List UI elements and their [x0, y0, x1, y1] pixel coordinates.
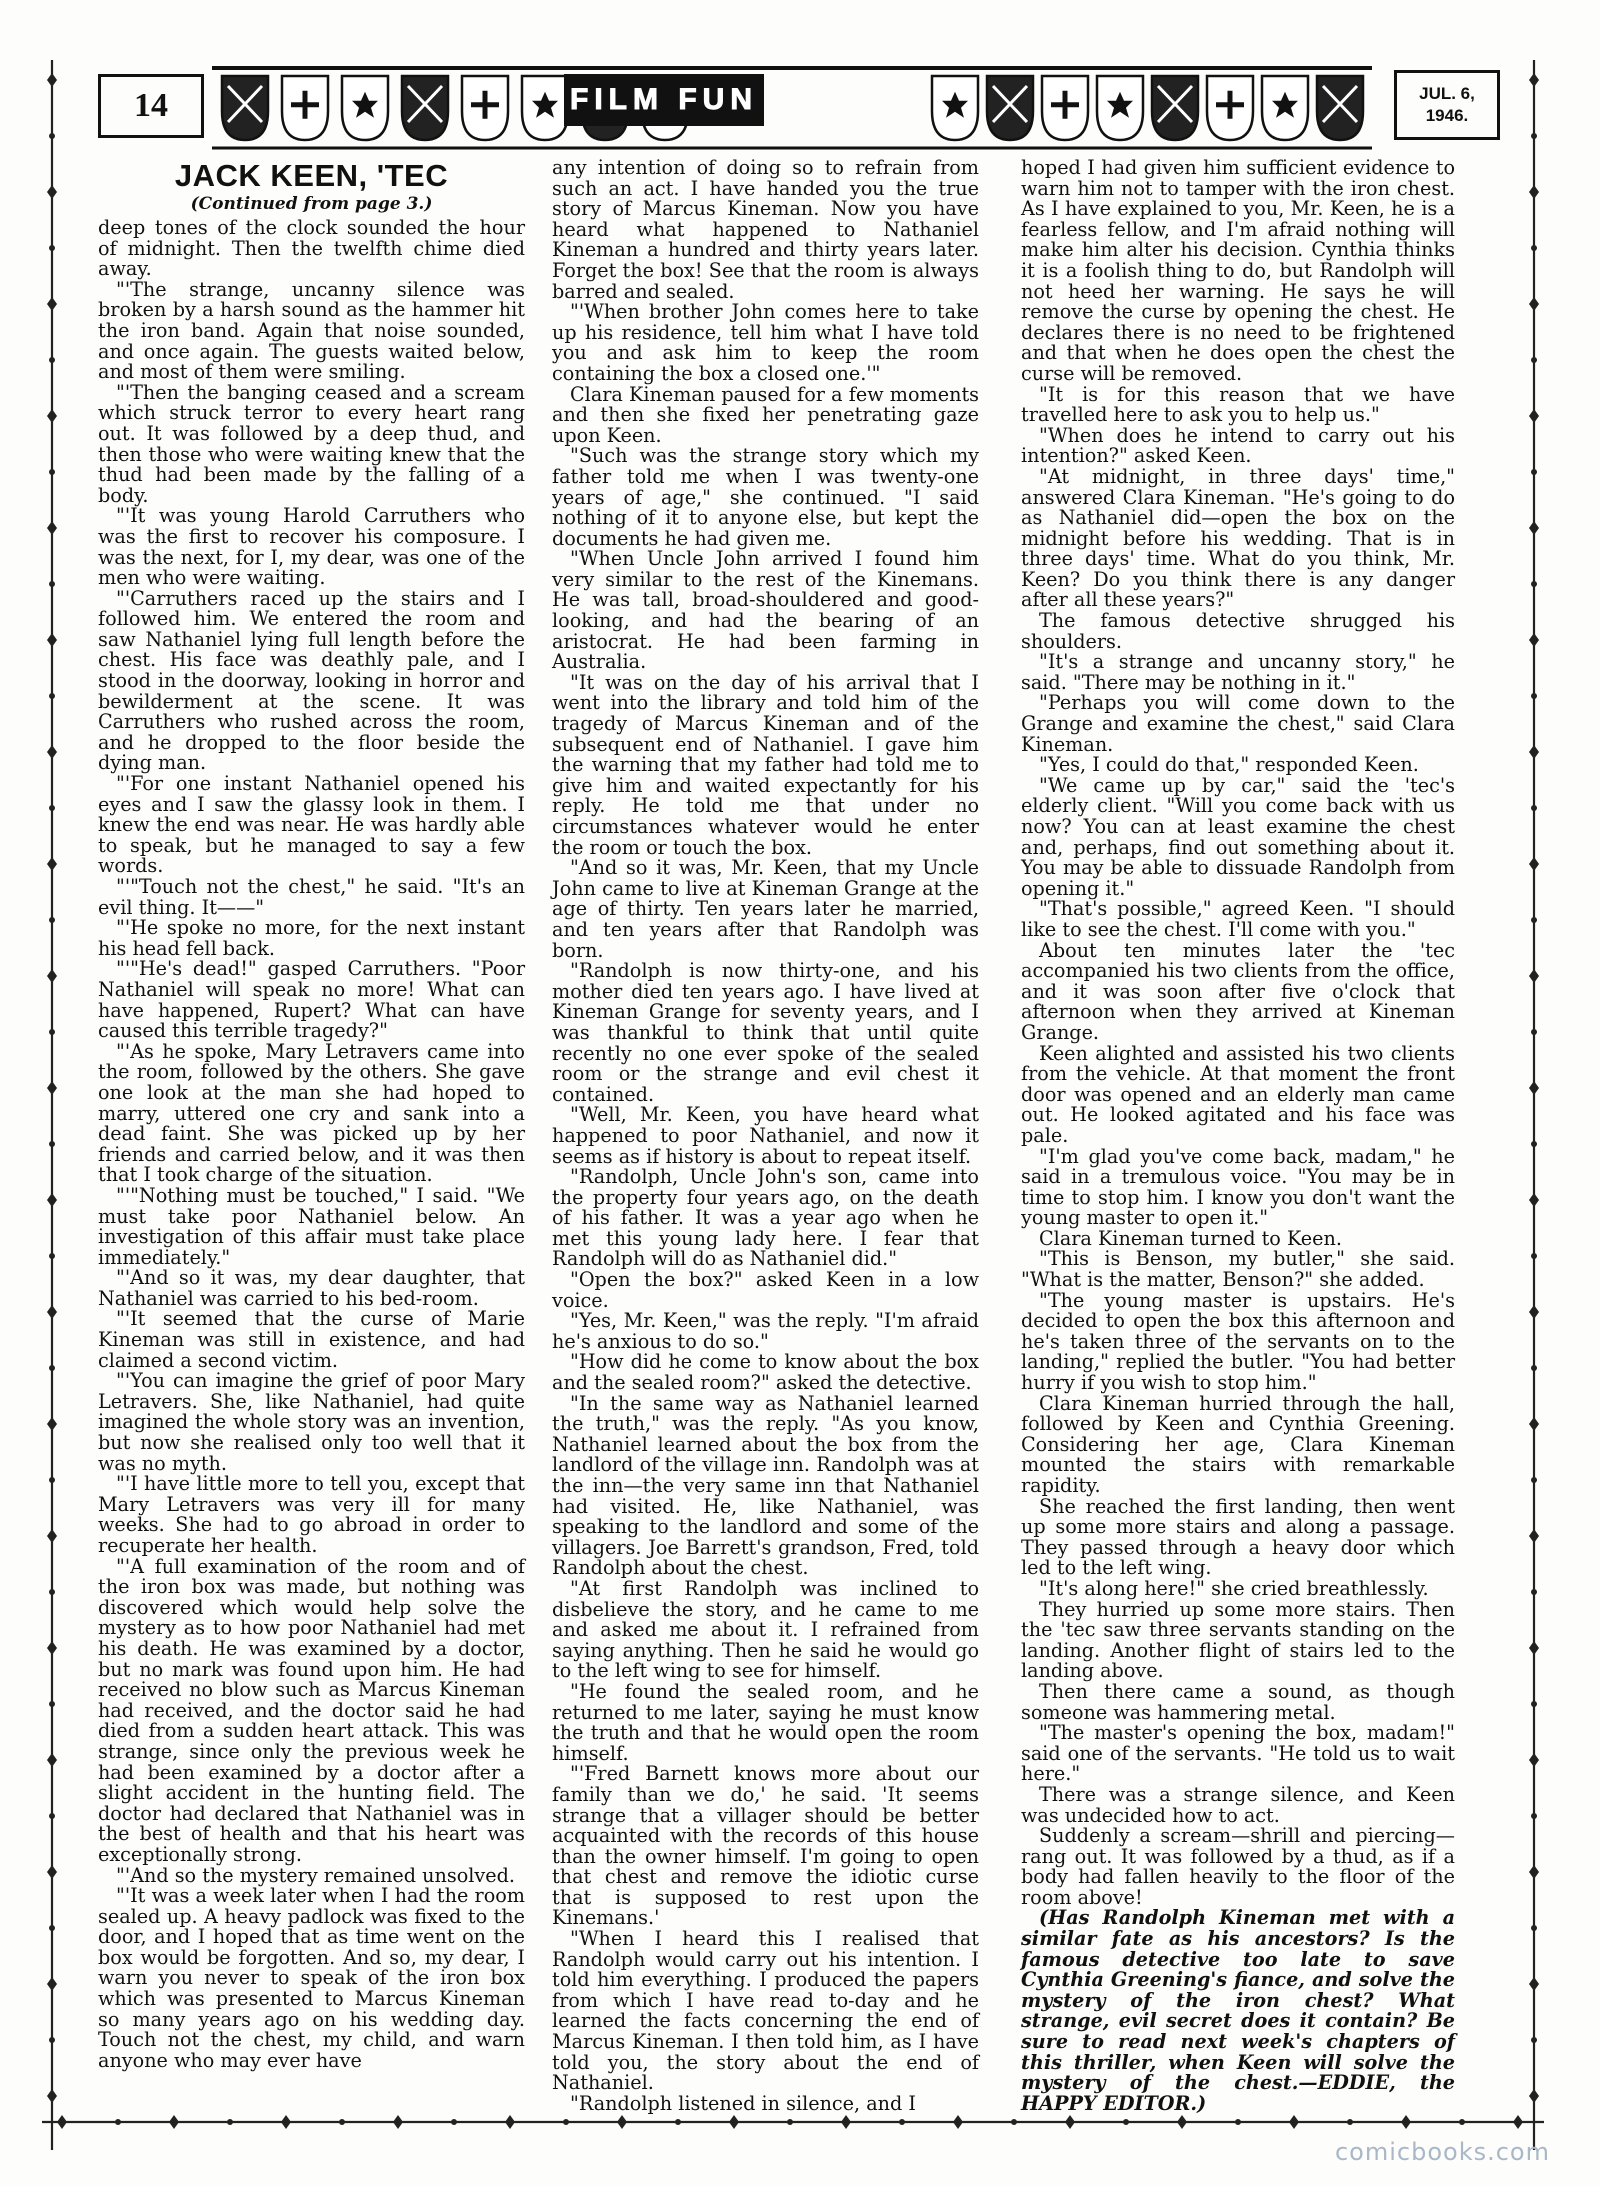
- bottom-border-ornament: [42, 2112, 1544, 2132]
- story-paragraph: Clara Kineman hurried through the hall, followed by Keen and Cynthia Greening. Considering her age, Clara Kineman mounted the stairs with remarkable rapidity.: [1021, 1391, 1455, 1497]
- story-paragraph: "It's along here!" she cried breathlessly.: [1039, 1576, 1429, 1600]
- story-paragraph: "'You can imagine the grief of poor Mary Letravers. She, like Nathaniel, had quite imagined the whole story was an invention, but now she realised only too well that it was no myth.: [98, 1369, 525, 1475]
- story-paragraph: "Randolph listened in silence, and I: [570, 2091, 916, 2115]
- story-paragraph: Clara Kineman turned to Keen.: [1039, 1226, 1342, 1250]
- story-paragraph: "When Uncle John arrived I found him very similar to the rest of the Kinemans. He was tall, broad-shouldered and good-looking, and had the bearing of an aristocrat. He had been farming in Australia.: [552, 547, 979, 674]
- story-paragraph: "'The strange, uncanny silence was broken by a harsh sound as the hammer hit the iron band. Again that noise sounded, and once again. The guests waited below, and most of them were smiling.: [98, 277, 525, 384]
- editor-note: (Has Randolph Kineman met with a similar fate as his ancestors? Is the famous detective too late to save Cynthia Greening's fiance, and solve the mystery of the iron chest? What strange, evil secret does it contain? Be sure to read next week's chapters of this thriller, when Keen will solve the mystery of the chest.—EDDIE, the HAPPY EDITOR.): [1021, 1906, 1455, 2115]
- story-paragraph: Clara Kineman paused for a few moments and then she fixed her penetrating gaze upon Keen.: [552, 382, 979, 447]
- issue-date: [1394, 70, 1500, 140]
- story-paragraph: hoped I had given him sufficient evidence to warn him not to tamper with the iron chest. As I have explained to you, Mr. Keen, he is a fearless fellow, and I'm afraid nothing will make him alter his decision. Cynthia thinks it is a foolish thing to do, but Randolph will not heed her warning. He says he will remove the curse by opening the chest. He declares there is no need to be frightened and that when he does open the chest the curse will be removed.: [1021, 156, 1455, 385]
- story-paragraph: "Well, Mr. Keen, you have heard what happened to poor Nathaniel, and now it seems as if history is about to repeat itself.: [552, 1103, 979, 1168]
- story-paragraph: Then there came a sound, as though someone was hammering metal.: [1021, 1679, 1455, 1724]
- story-paragraph: "'It was a week later when I had the room sealed up. A heavy padlock was fixed to the door, and I hoped that as time went on the box would be forgotten. And so, my dear, I warn you never to speak of the iron box which was presented to Marcus Kineman so many years ago on his wedding day. Touch not the chest, my child, and warn anyone who may ever have: [98, 1884, 525, 2072]
- column-3-body: [1021, 158, 1455, 1908]
- story-paragraph: "'It was young Harold Carruthers who was the first to recover his composure. I was the next, for I, my dear, was one of the men who were waiting.: [98, 504, 525, 590]
- continued-note: (Continued from page 3.): [190, 194, 433, 214]
- left-border-ornament: [42, 60, 62, 2150]
- story-title: JACK KEEN, 'TEC: [174, 158, 449, 193]
- watermark: comicbooks.com: [1334, 2138, 1550, 2166]
- story-paragraph: About ten minutes later the 'tec accompanied his two clients from the office, and it was soon after five o'clock that afternoon when they arrived at Kineman Grange.: [1021, 938, 1455, 1044]
- story-paragraph: "It is for this reason that we have travelled here to ask you to help us.": [1021, 382, 1455, 427]
- story-paragraph: "Such was the strange story which my father told me when I was twenty-one years of age," she continued. "I said nothing of it to anyone else, but kept the documents he had given me.: [552, 444, 979, 550]
- column-2: [552, 158, 979, 2114]
- story-paragraph: "At first Randolph was inclined to disbelieve the story, and he came to me and asked me about it. I refrained from saying anything. Then he said he would go to the left wing to see for himself.: [552, 1576, 979, 1683]
- story-paragraph: "'When brother John comes here to take up his residence, tell him what I have told you and ask him to keep the room containing the box a closed one.'": [552, 300, 979, 385]
- story-paragraph: "The young master is upstairs. He's decided to open the box this afternoon and he's taken three of the servants on to the landing," replied the butler. "You had better hurry if you wish to stop him.": [1021, 1288, 1455, 1395]
- story-paragraph: "'Fred Barnett knows more about our family than we do,' he said. 'It seems strange that a villager should be better acquainted with the records of this house than the owner himself. I'm going to open that chest and remove the idiotic curse that is supposed to rest upon the Kinemans.': [552, 1762, 979, 1930]
- story-paragraph: Keen alighted and assisted his two clients from the vehicle. At that moment the front door was opened and an elderly man came out. He looked agitated and his face was pale.: [1021, 1041, 1455, 1147]
- story-paragraph: "'Then the banging ceased and a scream which struck terror to every heart rang out. It was followed by a deep thud, and then those who were waiting knew that the thud had been made by the falling of a body.: [98, 380, 525, 507]
- story-paragraph: "It's a strange and uncanny story," he said. "There may be nothing in it.": [1021, 650, 1455, 694]
- story-paragraph: "It was on the day of his arrival that I went into the library and told him of the tragedy of Marcus Kineman and of the subsequent end of Nathaniel. I gave him the warning that my father had told me to give him and waited expectantly for his reply. He told me that under no circumstances whatever would he enter the room or touch the box.: [552, 670, 979, 859]
- story-paragraph: "Randolph, Uncle John's son, came into the property four years ago, on the death of his father. It was a year ago when he met this young lady here. I fear that Randolph will do as Nathaniel did.": [552, 1165, 979, 1271]
- story-paragraph: Suddenly a scream—shrill and piercing—rang out. It was followed by a thud, as if a body had fallen heavily to the floor of the room above!: [1021, 1824, 1455, 1909]
- story-paragraph: "How did he come to know about the box and the sealed room?" asked the detective.: [552, 1350, 979, 1395]
- story-paragraph: "I'm glad you've come back, madam," he said in a tremulous voice. "You may be in time to stop him. I know you don't want the young master to open it.": [1021, 1144, 1455, 1230]
- story-paragraph: "'For one instant Nathaniel opened his eyes and I saw the glassy look in them. I knew the end was near. He was hardly able to speak, but he managed to say a few words.: [98, 772, 525, 878]
- story-paragraph: "When I heard this I realised that Randolph would carry out his intention. I told him everything. I produced the papers from which I have read to-day and he learned the facts concerning the end of Marcus Kineman. I then told him, as I have told you, the story about the end of Nathaniel.: [552, 1927, 979, 2095]
- masthead: [62, 62, 1512, 154]
- story-paragraph: "'And so the mystery remained unsolved.: [116, 1863, 515, 1887]
- story-paragraph: "Yes, I could do that," responded Keen.: [1039, 753, 1419, 777]
- story-paragraph: "'"Nothing must be touched," I said. "We must take poor Nathaniel below. An investigation of this affair must take place immediately.": [98, 1183, 525, 1269]
- right-border-ornament: [1524, 60, 1544, 2150]
- story-paragraph: "This is Benson, my butler," she said. "What is the matter, Benson?" she added.: [1021, 1247, 1455, 1292]
- story-paragraph: She reached the first landing, then went up some more stairs and along a passage. They passed through a heavy door which led to the left wing.: [1021, 1494, 1455, 1580]
- story-paragraph: any intention of doing so to refrain from such an act. I have handed you the true story of Marcus Kineman. Now you have heard what happened to Nathaniel Kineman a hundred and thirty years later. Forget the box! See that the room is always barred and sealed.: [552, 156, 979, 303]
- story-paragraph: "At midnight, in three days' time," answered Clara Kineman. "He's going to do as Nathaniel did—open the box on the midnight before his wedding. That is in three days' time. What do you think, Mr. Keen? Do you think there is any danger after all these years?": [1021, 464, 1455, 612]
- date-line-2: 1946.: [1425, 106, 1469, 125]
- story-paragraph: "When does he intend to carry out his intention?" asked Keen.: [1021, 423, 1455, 468]
- date-line-1: JUL. 6,: [1419, 84, 1475, 103]
- story-paragraph: "He found the sealed room, and he returned to me later, saying he must know the truth and that he would open the room himself.: [552, 1679, 979, 1765]
- column-3: [1021, 158, 1455, 2114]
- film-fun-logo: [564, 74, 764, 126]
- story-paragraph: "Perhaps you will come down to the Grange and examine the chest," said Clara Kineman.: [1021, 691, 1455, 756]
- story-paragraph: "Yes, Mr. Keen," was the reply. "I'm afraid he's anxious to do so.": [552, 1309, 979, 1353]
- story-paragraph: "We came up by car," said the 'tec's elderly client. "Will you come back with us now? You can at least examine the chest and, perhaps, find out something about it. You may be able to dissuade Randolph from opening it.": [1021, 773, 1455, 900]
- story-paragraph: "That's possible," agreed Keen. "I should like to see the chest. I'll come with you.": [1021, 897, 1455, 941]
- story-paragraph: The famous detective shrugged his shoulders.: [1021, 609, 1455, 653]
- story-paragraph: "'I have little more to tell you, except that Mary Letravers was very ill for many weeks. She had to go abroad in order to recuperate her health.: [98, 1472, 525, 1557]
- column-2-body: [552, 158, 979, 2114]
- page-number: 14: [98, 74, 204, 138]
- story-paragraph: They hurried up some more stairs. Then the 'tec saw three servants standing on the landing. Another flight of stairs led to the landing above.: [1021, 1597, 1455, 1683]
- story-paragraph: "'"Touch not the chest," he said. "It's an evil thing. It——": [98, 875, 525, 919]
- story-paragraph: "And so it was, Mr. Keen, that my Uncle John came to live at Kineman Grange at the age of thirty. Ten years later he married, and ten years after that Randolph was born.: [552, 856, 979, 962]
- story-paragraph: deep tones of the clock sounded the hour of midnight. Then the twelfth chime died away.: [98, 216, 525, 281]
- story-paragraph: "'A full examination of the room and of the iron box was made, but nothing was discovered which would help solve the mystery as to how poor Nathaniel had met his death. He was examined by a doctor, but no mark was found upon him. He had received no blow such as Marcus Kineman had received, and the doctor said he had died from a sudden heart attack. This was strange, since only the previous week he had been examined by a doctor after a slight accident in the hunting field. The doctor had declared that Nathaniel was in the best of health and that his heart was exceptionally strong.: [98, 1554, 525, 1866]
- story-paragraph: "In the same way as Nathaniel learned the truth," was the reply. "As you know, Nathaniel learned about the box from the landlord of the village inn. Randolph was at the inn—the very same inn that Nathaniel had visited. He, like Nathaniel, was speaking to the landlord and some of the villagers. Joe Barrett's grandson, Fred, told Randolph about the chest.: [552, 1391, 979, 1580]
- column-1: [98, 158, 525, 2071]
- shield-banner: [212, 62, 1372, 154]
- story-paragraph: There was a strange silence, and Keen was undecided how to act.: [1021, 1782, 1455, 1827]
- story-paragraph: "'It seemed that the curse of Marie Kineman was still in existence, and had claimed a second victim.: [98, 1307, 525, 1372]
- story-paragraph: "'And so it was, my dear daughter, that Nathaniel was carried to his bed-room.: [98, 1266, 525, 1310]
- story-paragraph: "The master's opening the box, madam!" said one of the servants. "He told us to wait here.": [1021, 1721, 1455, 1786]
- story-paragraph: "'Carruthers raced up the stairs and I followed him. We entered the room and saw Nathaniel lying full length before the chest. His face was deathly pale, and I stood in the doorway, looking in horror and bewilderment at the scene. It was Carruthers who rushed across the room, and he dropped to the floor beside the dying man.: [98, 586, 525, 775]
- story-paragraph: "Randolph is now thirty-one, and his mother died ten years ago. I have lived at Kineman Grange for seventy years, and I was thankful to think that until quite recently no one ever spoke of the sealed room or the strange and evil chest it contained.: [552, 959, 979, 1106]
- column-1-body: [98, 218, 525, 2071]
- story-paragraph: "'He spoke no more, for the next instant his head fell back.: [98, 916, 525, 960]
- story-paragraph: "'"He's dead!" gasped Carruthers. "Poor Nathaniel will speak no more! What can have happened, Rupert? What can have caused this terrible tragedy?": [98, 957, 525, 1043]
- story-paragraph: "Open the box?" asked Keen in a low voice.: [552, 1268, 979, 1312]
- logo-text: FILM FUN: [570, 83, 758, 116]
- story-paragraph: "'As he spoke, Mary Letravers came into the room, followed by the others. She gave one look at the man she had hoped to marry, uttered one cry and sank into a dead faint. She was picked up by her friends and carried below, and it was then that I took charge of the situation.: [98, 1039, 525, 1187]
